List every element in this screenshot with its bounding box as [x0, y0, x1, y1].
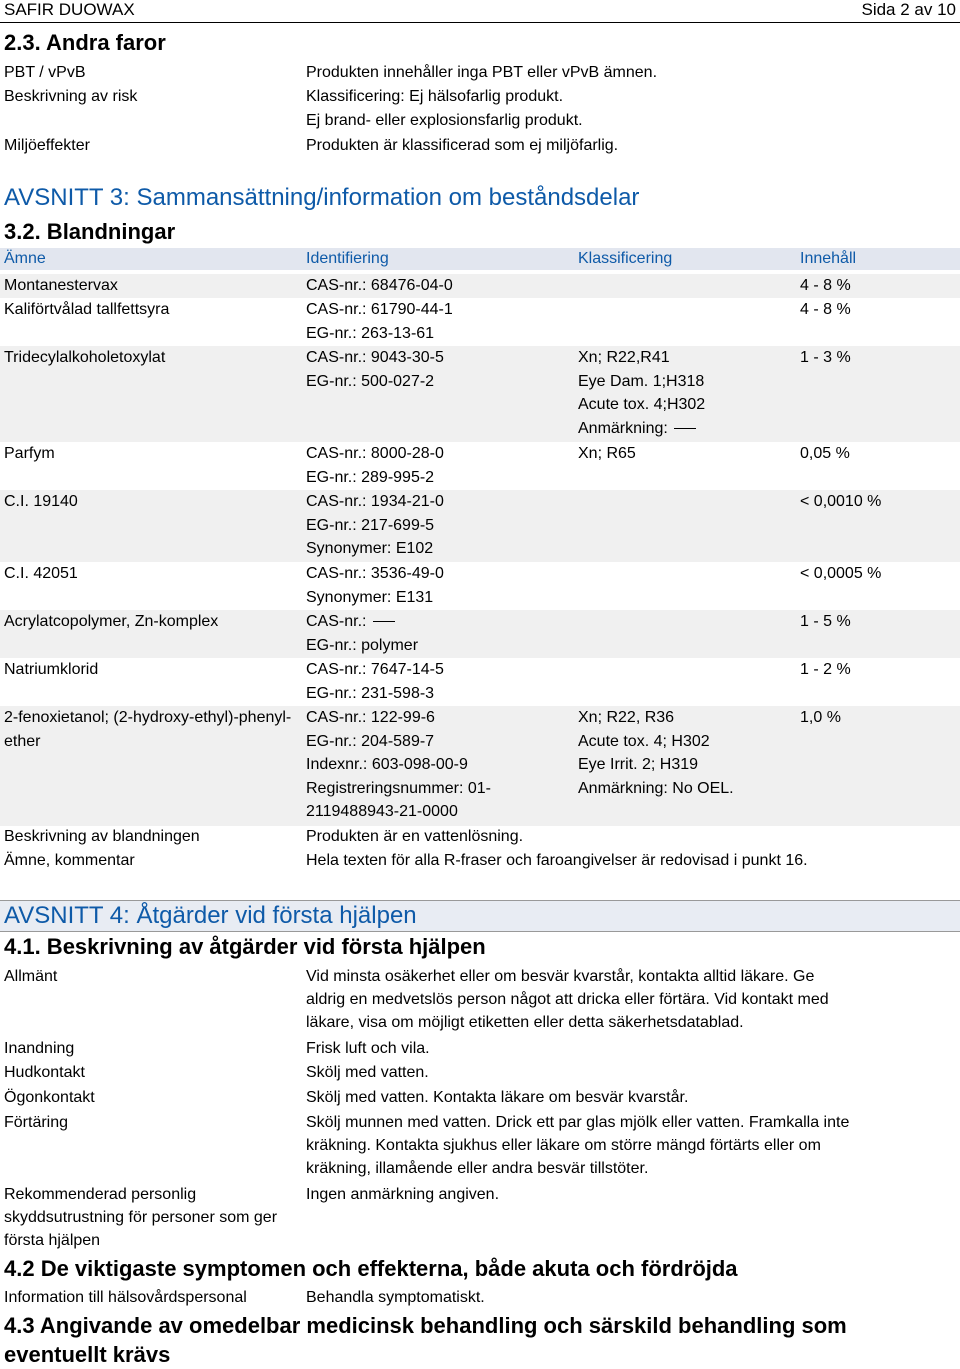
dash-mark: [373, 621, 395, 622]
page-number: Sida 2 av 10: [861, 0, 956, 19]
classification: [578, 706, 788, 800]
id-line: EG-nr.: 289-995-2: [306, 468, 435, 486]
first-aid-value: [306, 1111, 946, 1180]
id-line: CAS-nr.: 3536-49-0: [306, 565, 444, 582]
identification: [306, 274, 566, 298]
substance-name: 2-fenoxietanol; (2-hydroxy-ethyl)-phenyl-ether: [4, 709, 292, 750]
first-aid-line: läkare, visa om möjligt etiketten eller detta säkerhetsdatablad.: [306, 1014, 744, 1031]
id-line: Registreringsnummer: 01-: [306, 779, 491, 797]
first-aid-line: Ingen anmärkning angiven.: [306, 1186, 500, 1203]
id-line: EG-nr.: 231-598-3: [306, 684, 435, 702]
first-aid-label: Förtäring: [4, 1114, 69, 1131]
content-value: 1 - 3 %: [800, 349, 851, 366]
identification: [306, 706, 566, 824]
table-row: [0, 298, 960, 346]
hazard-value: Produkten är klassificerad som ej miljöfarlig.: [306, 137, 619, 154]
substance-name: C.I. 19140: [4, 493, 78, 510]
section-4-1-title: 4.1. Beskrivning av åtgärder vid första hjälpen: [4, 934, 486, 959]
first-aid-line: Skölj munnen med vatten. Drick ett par glas mjölk eller vatten. Framkalla inte: [306, 1114, 850, 1131]
first-aid-value: [306, 1061, 946, 1084]
content-value: 1,0 %: [800, 709, 841, 726]
col-header-identification: Identifiering: [306, 250, 389, 267]
substance-comment-value: Hela texten för alla R-fraser och faroangivelser är redovisad i punkt 16.: [306, 852, 808, 869]
first-aid-label: Ögonkontakt: [4, 1089, 95, 1106]
first-aid-value: [306, 1086, 946, 1109]
class-line: Xn; R22, R36: [578, 709, 675, 726]
section-2-3-title: 2.3. Andra faror: [4, 30, 166, 55]
hazard-value: Produkten innehåller inga PBT eller vPvB ämnen.: [306, 64, 658, 81]
col-header-substance: Ämne: [4, 250, 46, 267]
id-line: EG-nr.: polymer: [306, 636, 419, 654]
identification: [306, 610, 566, 657]
class-line: Acute tox. 4; H302: [578, 732, 710, 750]
product-name: SAFIR DUOWAX: [4, 0, 135, 19]
content-value: 1 - 2 %: [800, 661, 851, 678]
content-value: < 0,0010 %: [800, 493, 882, 510]
mixture-description-label: Beskrivning av blandningen: [4, 828, 200, 845]
id-line: CAS-nr.: 68476-04-0: [306, 277, 453, 294]
identification: [306, 658, 566, 705]
mixture-description-value: Produkten är en vattenlösning.: [306, 828, 524, 845]
id-line: CAS-nr.: 122-99-6: [306, 709, 435, 726]
table-row: [0, 346, 960, 442]
substance-name: Montanestervax: [4, 277, 118, 294]
section-3-2-title: 3.2. Blandningar: [4, 219, 176, 244]
dash-mark: [674, 428, 696, 429]
first-aid-value: [306, 1037, 946, 1060]
section-4-3-title: 4.3 Angivande av omedelbar medicinsk behandling och särskild behandling som eventuellt krävs: [4, 1313, 847, 1367]
first-aid-label: Inandning: [4, 1040, 75, 1057]
id-line: EG-nr.: 263-13-61: [306, 324, 435, 342]
id-line: CAS-nr.:: [306, 613, 367, 630]
table-row: [0, 442, 960, 490]
id-line: CAS-nr.: 9043-30-5: [306, 349, 444, 366]
section-4-heading: AVSNITT 4: Åtgärder vid första hjälpen: [0, 900, 960, 932]
id-line: CAS-nr.: 7647-14-5: [306, 661, 444, 678]
id-line: CAS-nr.: 1934-21-0: [306, 493, 444, 510]
table-row: [0, 490, 960, 562]
class-line: Xn; R65: [578, 445, 636, 462]
substance-name: Natriumklorid: [4, 661, 99, 678]
content-value: 4 - 8 %: [800, 277, 851, 294]
composition-table-header: [0, 248, 960, 270]
health-info-label: Information till hälsovårdspersonal: [4, 1289, 247, 1306]
substance-name: Tridecylalkoholetoxylat: [4, 349, 166, 366]
first-aid-value: [306, 965, 946, 1034]
first-aid-value: [306, 1183, 946, 1206]
id-line: Indexnr.: 603-098-00-9: [306, 756, 468, 773]
class-line: Eye Dam. 1;H318: [578, 372, 705, 390]
class-note-line: [578, 417, 788, 441]
hazard-value: Klassificering: Ej hälsofarlig produkt.: [306, 88, 564, 105]
id-line: Synonymer: E131: [306, 588, 434, 606]
class-line: Xn; R22,R41: [578, 349, 670, 366]
first-aid-line: Skölj med vatten.: [306, 1064, 429, 1081]
substance-comment-label: Ämne, kommentar: [4, 852, 135, 869]
id-line: EG-nr.: 204-589-7: [306, 732, 435, 750]
col-header-content: Innehåll: [800, 250, 857, 267]
first-aid-label: Rekommenderad personlig skyddsutrustning för personer som ger första hjälpen: [4, 1186, 278, 1249]
identification: [306, 490, 566, 561]
content-value: 4 - 8 %: [800, 301, 851, 318]
hazard-label: PBT / vPvB: [4, 64, 86, 81]
table-row: [0, 658, 960, 706]
id-line: 2119488943-21-0000: [306, 803, 458, 820]
table-row: [0, 706, 960, 826]
first-aid-line: Frisk luft och vila.: [306, 1040, 430, 1057]
hazard-value: Ej brand- eller explosionsfarlig produkt.: [306, 112, 583, 129]
first-aid-line: kräkning. Kontakta sjukhus eller läkare om större mängd förtärts eller om: [306, 1137, 821, 1154]
id-line: CAS-nr.: 8000-28-0: [306, 445, 444, 462]
table-row: [0, 274, 960, 298]
hazard-label: Beskrivning av risk: [4, 88, 138, 105]
first-aid-line: aldrig en medvetslös person något att dricka eller förtära. Vid kontakt med: [306, 991, 829, 1008]
substance-name: C.I. 42051: [4, 565, 78, 582]
class-note: Anmärkning:: [578, 419, 668, 437]
section-4-2-title: 4.2 De viktigaste symptomen och effekterna, både akuta och fördröjda: [4, 1256, 738, 1281]
first-aid-line: Vid minsta osäkerhet eller om besvär kvarstår, kontakta alltid läkare. Ge: [306, 968, 815, 985]
id-line: EG-nr.: 500-027-2: [306, 372, 435, 390]
page-header: [0, 0, 960, 23]
section-3-heading: AVSNITT 3: Sammansättning/information om beståndsdelar: [0, 183, 960, 213]
class-line: Acute tox. 4;H302: [578, 396, 706, 413]
table-row: [0, 562, 960, 610]
id-line: EG-nr.: 217-699-5: [306, 516, 435, 534]
col-header-classification: Klassificering: [578, 250, 673, 267]
content-value: 0,05 %: [800, 445, 850, 462]
id-line-with-dash: [306, 610, 566, 634]
substance-name: Parfym: [4, 445, 55, 462]
first-aid-label: Allmänt: [4, 968, 58, 985]
content-value: 1 - 5 %: [800, 613, 851, 630]
first-aid-line: Skölj med vatten. Kontakta läkare om besvär kvarstår.: [306, 1089, 689, 1106]
first-aid-line: kräkning, illamående eller andra besvär tillstöter.: [306, 1160, 649, 1177]
identification: [306, 346, 566, 393]
classification: [578, 346, 788, 440]
class-line: Anmärkning: No OEL.: [578, 779, 734, 797]
id-line: CAS-nr.: 61790-44-1: [306, 301, 453, 318]
identification: [306, 298, 566, 345]
identification: [306, 442, 566, 489]
classification: [578, 442, 788, 466]
table-row: [0, 610, 960, 658]
substance-name: Acrylatcopolymer, Zn-komplex: [4, 613, 219, 630]
class-line: Eye Irrit. 2; H319: [578, 756, 699, 773]
substance-name: Kaliförtvålad tallfettsyra: [4, 301, 170, 318]
id-line: Synonymer: E102: [306, 540, 434, 557]
hazard-label: Miljöeffekter: [4, 137, 90, 154]
content-value: < 0,0005 %: [800, 565, 882, 582]
identification: [306, 562, 566, 609]
first-aid-label: Hudkontakt: [4, 1064, 85, 1081]
health-info-value: Behandla symptomatiskt.: [306, 1289, 485, 1306]
